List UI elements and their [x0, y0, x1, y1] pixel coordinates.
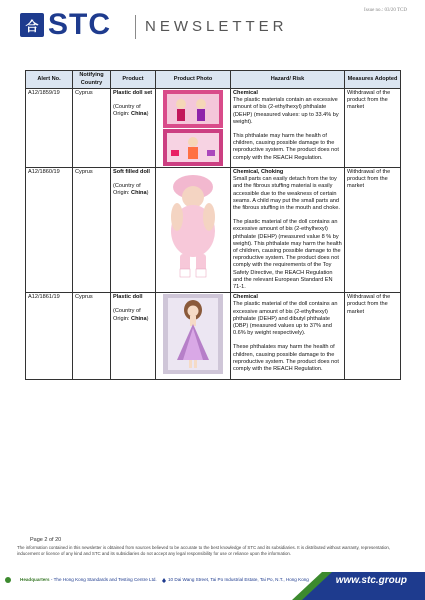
hazard-text: These phthalates may harm the health of children, causing possible damage to the reproductive system. The product does not comply with the REACH Regulation. — [233, 344, 339, 373]
country-of-origin: (Country of Origin: China) — [113, 104, 149, 118]
footer-bar — [0, 572, 425, 600]
product-photo-cell — [156, 293, 231, 380]
website-link[interactable]: www.stc.group — [335, 575, 407, 586]
headquarters-label: Headquarters - The Hong Kong Standards and Testing Centre Ltd. — [20, 577, 157, 582]
col-header-hazard: Hazard/ Risk — [231, 71, 345, 89]
measures-adopted: Withdrawal of the product from the market — [345, 293, 401, 380]
hazard-title: Chemical — [233, 294, 258, 301]
product-cell — [111, 89, 156, 168]
product-name: Plastic doll — [113, 294, 143, 301]
col-header-measures: Measures Adopted — [345, 71, 401, 89]
country-of-origin: (Country of Origin: China) — [113, 308, 149, 322]
measures-adopted: Withdrawal of the product from the market — [345, 89, 401, 168]
hazard-text: Small parts can easily detach from the toy and the fibrous stuffing material is easily accessible due to the weakness of certain seams. A child may put the small parts and the fibrous stuffing in the mouth and choke. — [233, 176, 340, 212]
col-header-photo: Product Photo — [156, 71, 231, 89]
measures-adopted: Withdrawal of the product from the market — [345, 168, 401, 293]
table-row — [26, 293, 401, 380]
alert-number: A12/1859/19 — [26, 89, 73, 168]
newsletter-title: NEWSLETTER — [145, 18, 288, 35]
notifying-country: Cyprus — [73, 293, 111, 380]
logo-mark-icon: 合 — [20, 13, 44, 37]
product-photo-cell — [156, 168, 231, 293]
col-header-product: Product — [111, 71, 156, 89]
product-photo — [163, 90, 223, 166]
table-row — [26, 168, 401, 293]
disclaimer-text: The information contained in this newsletter is obtained from sources believed to be accurate to the best knowledge of STC and its subsidiaries. It is distributed without warranty, representation, inducement or licence of any kind and STC and its subsidiaries do not accept any legal responsibility for use or reliance upon the information. — [17, 545, 391, 556]
hazard-text: The plastic materials contain an excessive amount of bis (2-ethylhexyl) phthalate (DEHP) (measured values: up to 33.4% by weight). — [233, 97, 339, 125]
hazard-cell — [231, 168, 345, 293]
country-of-origin: (Country of Origin: China) — [113, 183, 149, 197]
product-cell — [111, 293, 156, 380]
hazard-cell — [231, 89, 345, 168]
page-number: Page 2 of 20 — [30, 537, 62, 543]
product-name: Soft filled doll — [113, 169, 150, 175]
col-header-country: Notifying Country — [73, 71, 111, 89]
product-cell — [111, 168, 156, 293]
issue-number: Issue no.: 03/20 TCD — [364, 8, 407, 13]
logo-text: STC — [48, 8, 111, 41]
recall-table — [25, 70, 401, 380]
product-photo-cell — [156, 89, 231, 168]
hazard-cell — [231, 293, 345, 380]
alert-number: A12/1861/19 — [26, 293, 73, 380]
alert-number: A12/1860/19 — [26, 168, 73, 293]
page-header — [0, 0, 425, 60]
table-row — [26, 89, 401, 168]
headquarters-address: 10 Dai Wang Street, Tai Po Industrial Estate, Tai Po, N.T., Hong Kong — [168, 577, 309, 582]
table-header-row — [26, 71, 401, 89]
product-photo — [163, 169, 223, 287]
hazard-text: The plastic material of the doll contains an excessive amount of bis (2-ethylhexyl) phthalate (DEHP) (measured value 8 % by weight). This phthalate may harm the health of children, causing possible damage to the reproductive system. The product does not comply with the requirements of the Toy Safety Directive, the REACH Regulation and the relevant European Standard EN 71-1. — [233, 219, 342, 291]
hazard-title: Chemical, Choking — [233, 169, 284, 175]
col-header-alert: Alert No. — [26, 71, 73, 89]
hazard-text: This phthalate may harm the health of children, causing possible damage to the reproductive system. The product does not comply with the REACH Regulation. — [233, 133, 339, 161]
product-name: Plastic doll set — [113, 90, 153, 96]
notifying-country: Cyprus — [73, 89, 111, 168]
header-divider — [135, 15, 136, 39]
notifying-country: Cyprus — [73, 168, 111, 293]
hazard-title: Chemical — [233, 90, 258, 96]
stc-logo[interactable] — [20, 10, 111, 40]
product-photo — [163, 294, 223, 374]
hazard-text: The plastic material of the doll contains an excessive amount of bis (2-ethylhexyl) phthalate (DEHP) and dibutyl phthalate (DBP) (measured values up to 37% and 0.6% by weight respectively). — [233, 301, 338, 337]
